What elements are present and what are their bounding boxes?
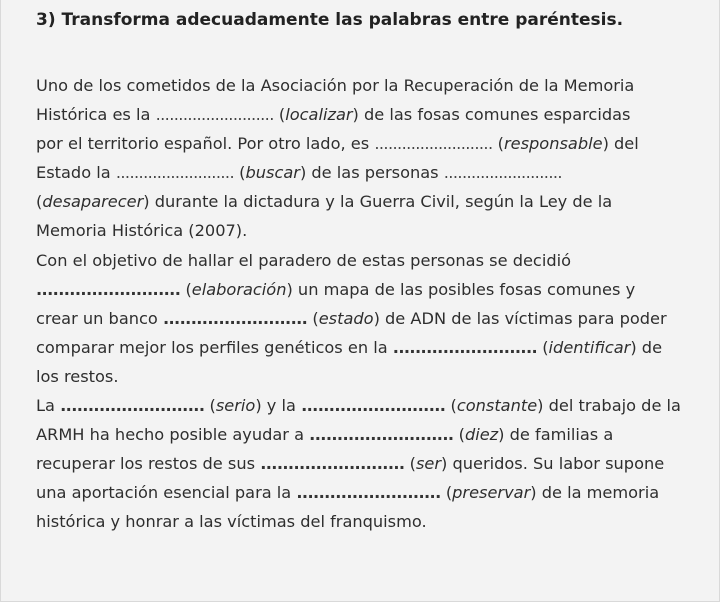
text-run: ) durante la dictadura y la Guerra Civil, según la Ley de la (143, 192, 613, 212)
word-hint: serio (215, 396, 256, 416)
text-run: histórica y honrar a las víctimas del franquismo. (36, 512, 427, 532)
blank-field[interactable]: .......................... (60, 396, 205, 416)
text-run: Histórica es la (36, 105, 156, 125)
text-line (36, 187, 716, 216)
exercise-heading: 3) Transforma adecuadamente las palabras entre paréntesis. (36, 10, 624, 30)
text-run: ) de familias a (498, 425, 614, 445)
text-run: Uno de los cometidos de la Asociación por la Recuperación de la Memoria (36, 76, 635, 95)
text-run: comparar mejor los perfiles genéticos en la (36, 337, 393, 357)
text-run: ) de ADN de las víctimas para poder (373, 308, 667, 328)
text-line (36, 100, 716, 129)
text-run: crear un banco (36, 308, 163, 328)
text-line (36, 246, 716, 275)
text-run: ) de las personas (299, 163, 444, 183)
text-line (36, 449, 716, 478)
text-run: ( (445, 396, 457, 416)
word-hint: elaboración (191, 279, 287, 299)
text-run: ( (453, 425, 465, 445)
text-run: Con el objetivo de hallar el paradero de estas personas se decidió (36, 250, 572, 270)
word-hint: diez (464, 425, 499, 445)
blank-field[interactable]: .......................... (374, 134, 493, 154)
text-run: ( (537, 337, 549, 357)
word-hint: localizar (285, 105, 353, 125)
blank-field[interactable]: .......................... (443, 163, 562, 183)
text-line (36, 71, 716, 100)
text-run: ( (307, 308, 319, 328)
text-line (36, 158, 716, 187)
text-run: ( (234, 163, 246, 183)
text-run: recuperar los restos de sus (36, 454, 261, 474)
word-hint: responsable (503, 134, 603, 154)
text-run: ) queridos. Su labor supone (441, 454, 665, 474)
text-line (36, 507, 716, 536)
text-run: ) de (630, 337, 663, 357)
text-line (36, 275, 716, 304)
text-run: por el territorio español. Por otro lado, es (36, 134, 375, 154)
text-run: ( (273, 105, 286, 125)
text-run: ) del (602, 134, 639, 154)
text-run: ) del trabajo de la (537, 396, 681, 416)
text-line (36, 391, 716, 420)
exercise-paragraph (36, 71, 716, 537)
blank-field[interactable]: .......................... (115, 163, 235, 183)
word-hint: buscar (245, 163, 300, 183)
word-hint: desaparecer (42, 192, 144, 212)
text-run: una aportación esencial para la (36, 483, 297, 503)
text-line (36, 478, 716, 507)
text-line (36, 129, 716, 158)
blank-field[interactable]: .......................... (260, 454, 405, 474)
word-hint: estado (318, 308, 374, 328)
blank-field[interactable]: .......................... (296, 483, 441, 503)
text-run: Estado la (36, 163, 116, 183)
text-line (36, 216, 716, 245)
text-run: ) y la (255, 396, 302, 416)
text-run: ( (404, 454, 416, 474)
text-run: ( (36, 192, 43, 212)
blank-field[interactable]: .......................... (162, 308, 308, 328)
blank-field[interactable]: .......................... (309, 425, 454, 445)
text-run: La (36, 396, 61, 416)
word-hint: constante (456, 396, 538, 416)
text-run: ( (492, 134, 504, 154)
text-run: ( (180, 279, 192, 299)
text-run: ) un mapa de las posibles fosas comunes y (286, 279, 636, 299)
text-run: ) de la memoria (530, 483, 660, 503)
word-hint: ser (415, 454, 442, 474)
blank-field[interactable]: .......................... (36, 279, 181, 299)
text-run: ( (440, 483, 453, 503)
text-line (36, 420, 716, 449)
text-run: los restos. (36, 366, 119, 386)
text-run: ( (204, 396, 216, 416)
text-line (36, 362, 716, 391)
blank-field[interactable]: .......................... (155, 105, 274, 125)
text-run: Memoria Histórica (2007). (36, 221, 248, 241)
text-line (36, 304, 716, 333)
text-run: ) de las fosas comunes esparcidas (352, 105, 631, 125)
blank-field[interactable]: .......................... (392, 337, 538, 357)
text-run: ARMH ha hecho posible ayudar a (36, 425, 310, 445)
word-hint: preservar (452, 483, 531, 503)
blank-field[interactable]: .......................... (301, 396, 446, 416)
word-hint: identificar (548, 337, 631, 357)
text-line (36, 333, 716, 362)
